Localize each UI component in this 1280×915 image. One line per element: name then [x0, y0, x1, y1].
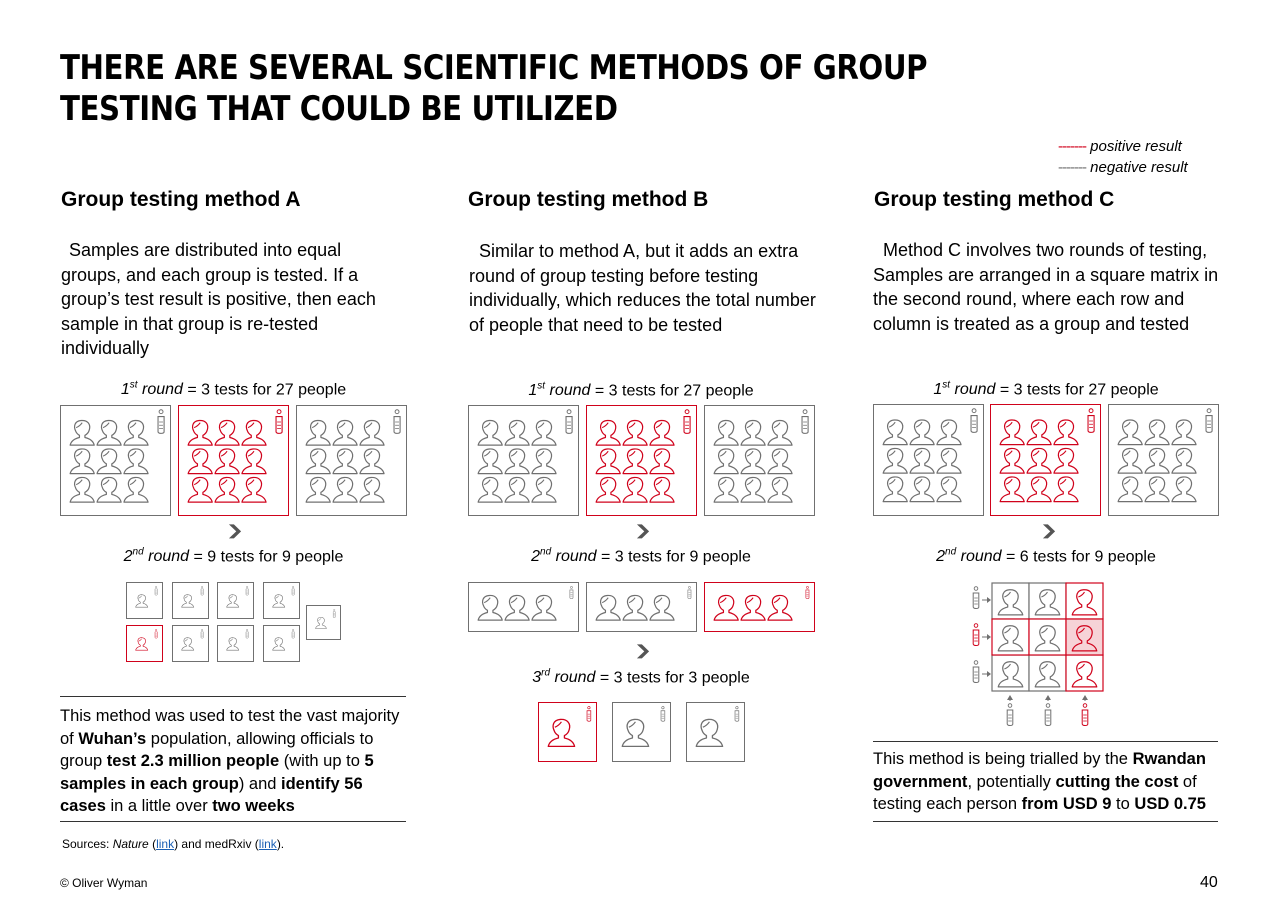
subgroup-box-positive	[704, 582, 815, 632]
person-icon	[910, 420, 934, 445]
person-icon	[97, 420, 121, 445]
person-icon	[532, 595, 556, 620]
person-icon	[650, 420, 674, 445]
round-word: round	[142, 381, 183, 399]
person-icon	[623, 449, 647, 474]
round-ordinal-suffix: nd	[540, 547, 552, 558]
test-tube-icon	[566, 410, 572, 434]
chevron-down-icon: ❯	[633, 642, 653, 658]
person-icon	[1027, 420, 1051, 445]
people-icons	[587, 583, 696, 631]
person-icon	[333, 449, 357, 474]
column-tube-icon	[1082, 704, 1088, 726]
person-icon	[1172, 477, 1196, 502]
test-tube-icon	[292, 586, 294, 595]
people-icons	[469, 406, 578, 515]
person-icon	[333, 420, 357, 445]
method-a-description: Samples are distributed into equal groups, and each group is tested. If a group’s test result is positive, then each sample in that group is re-tested individually	[61, 240, 376, 358]
round-tests-text: = 3 tests for 27 people	[995, 381, 1159, 399]
people-icons	[705, 406, 814, 515]
people-icons	[705, 583, 814, 631]
column-tube-icon	[1007, 704, 1013, 726]
person-icon	[242, 477, 266, 502]
test-tube-icon	[333, 609, 335, 617]
individual-box-negative	[217, 625, 254, 662]
people-icons	[127, 583, 162, 618]
method-b-description: Similar to method A, but it adds an extra round of group testing before testing individually, which reduces the total number of people that need to be tested	[469, 241, 816, 335]
test-tube-icon	[802, 410, 808, 434]
person-icon	[768, 420, 792, 445]
note-bold: cutting the cost	[1055, 772, 1179, 791]
person-icon	[1027, 477, 1051, 502]
person-icon	[741, 449, 765, 474]
method-c-round2-label	[873, 547, 1219, 566]
person-icon	[937, 420, 961, 445]
person-icon	[273, 595, 285, 608]
row-tube-icon	[973, 587, 979, 609]
test-tube-icon	[735, 706, 739, 721]
test-tube-icon	[246, 586, 248, 595]
person-icon	[306, 420, 330, 445]
test-tube-icon	[246, 629, 248, 638]
person-icon	[1000, 448, 1024, 473]
person-icon	[768, 449, 792, 474]
people-icons	[173, 583, 208, 618]
person-icon	[937, 448, 961, 473]
round-tests-text: = 3 tests for 9 people	[596, 548, 751, 566]
person-icon	[227, 638, 239, 651]
person-icon	[316, 617, 327, 628]
note-bold: from USD 9	[1021, 795, 1112, 813]
person-icon	[596, 595, 620, 620]
chevron-down-icon: ❯	[633, 522, 653, 538]
person-icon	[1145, 448, 1169, 473]
note-bold: identify 56 cases	[60, 774, 363, 815]
person-icon	[768, 595, 792, 620]
method-c-description: Method C involves two rounds of testing, Samples are arranged in a square matrix in the second round, where each row and column is treated as a group and tested	[873, 240, 1219, 334]
test-tube-icon	[155, 629, 157, 638]
person-icon	[306, 477, 330, 502]
person-icon	[215, 477, 239, 502]
person-icon	[650, 477, 674, 502]
individual-box-negative	[217, 582, 254, 619]
method-c-note	[873, 741, 1218, 822]
individual-box-negative	[263, 625, 300, 662]
test-tube-icon	[155, 586, 157, 595]
person-icon	[136, 638, 148, 651]
method-b-round3-label	[468, 668, 814, 687]
test-tube-icon	[1206, 409, 1212, 433]
person-icon	[188, 477, 212, 502]
note-bold: USD 0.75	[1134, 795, 1206, 813]
note-bold: 5 samples in each group	[60, 752, 374, 793]
person-icon	[937, 477, 961, 502]
note-text: in a little over	[105, 797, 213, 815]
person-icon	[478, 449, 502, 474]
round-ordinal-suffix: rd	[541, 668, 551, 679]
row-tube-icon	[973, 661, 979, 683]
person-icon	[188, 449, 212, 474]
legend-positive-label: positive result	[1090, 138, 1182, 155]
individual-box-negative	[612, 702, 671, 762]
people-icons	[297, 406, 406, 515]
round-ordinal: 1	[528, 382, 538, 400]
person-icon	[136, 595, 148, 608]
round-ordinal-suffix: nd	[132, 547, 144, 558]
person-icon	[1000, 477, 1024, 502]
person-icon	[1054, 420, 1078, 445]
round-ordinal-suffix: st	[537, 381, 546, 392]
note-text: This method is being trialled by the	[873, 750, 1133, 768]
person-icon	[478, 420, 502, 445]
person-icon	[650, 595, 674, 620]
round-word: round	[555, 548, 597, 566]
people-icons	[687, 703, 744, 761]
person-icon	[1172, 448, 1196, 473]
person-icon	[124, 477, 148, 502]
note-bold: test 2.3 million people	[106, 752, 280, 770]
person-icon	[883, 477, 907, 502]
individual-box-negative	[686, 702, 745, 762]
round-word: round	[554, 669, 596, 687]
chevron-down-icon: ❯	[225, 522, 245, 538]
method-c-title: Group testing method C	[874, 188, 1115, 211]
person-icon	[596, 449, 620, 474]
person-icon	[182, 595, 194, 608]
people-icons	[613, 703, 670, 761]
sources-text: ).	[276, 837, 285, 851]
round-tests-text: = 3 tests for 27 people	[182, 381, 347, 399]
method-a-round2-label	[61, 547, 406, 566]
person-icon	[182, 638, 194, 651]
person-icon	[714, 420, 738, 445]
round-tests-text: = 3 tests for 3 people	[595, 669, 750, 687]
round-ordinal-suffix: st	[942, 380, 951, 391]
person-icon	[124, 449, 148, 474]
person-icon	[227, 595, 239, 608]
round-word: round	[148, 548, 190, 566]
round-tests-text: = 9 tests for 9 people	[189, 548, 344, 566]
person-icon	[1172, 420, 1196, 445]
person-icon	[273, 638, 285, 651]
test-tube-icon	[292, 629, 294, 638]
test-tube-icon	[1088, 409, 1094, 433]
matrix-grid	[968, 580, 1113, 730]
test-tube-icon	[806, 586, 809, 598]
copyright: © Oliver Wyman	[60, 876, 148, 890]
person-icon	[360, 420, 384, 445]
group-box-negative	[60, 405, 171, 516]
sources	[62, 837, 284, 851]
sources-text: (	[148, 837, 157, 851]
person-icon	[242, 449, 266, 474]
person-icon	[333, 477, 357, 502]
people-icons	[264, 626, 299, 661]
test-tube-icon	[394, 410, 400, 434]
person-icon	[505, 420, 529, 445]
group-box-positive	[990, 404, 1101, 516]
note-bold: two weeks	[212, 797, 295, 815]
person-icon	[910, 477, 934, 502]
note-text: , potentially	[967, 772, 1056, 791]
person-icon	[623, 477, 647, 502]
person-icon	[124, 420, 148, 445]
people-icons	[61, 406, 170, 515]
test-tube-icon	[688, 586, 691, 598]
individual-box-positive	[126, 625, 163, 662]
person-icon	[360, 449, 384, 474]
person-icon	[532, 449, 556, 474]
individual-box-negative	[126, 582, 163, 619]
test-tube-icon	[684, 410, 690, 434]
group-box-negative	[1108, 404, 1219, 516]
person-icon	[70, 420, 94, 445]
note-text: (with up to	[279, 752, 365, 770]
person-icon	[910, 448, 934, 473]
person-icon	[1054, 477, 1078, 502]
people-icons	[264, 583, 299, 618]
chevron-down-icon: ❯	[1039, 522, 1059, 538]
round-word: round	[549, 382, 591, 400]
note-bold: Rwandan government	[873, 750, 1206, 791]
page-number: 40	[1200, 874, 1218, 891]
method-b-title: Group testing method B	[468, 188, 709, 211]
person-icon	[1118, 420, 1142, 445]
group-box-negative	[873, 404, 984, 516]
person-icon	[1145, 477, 1169, 502]
test-tube-icon	[570, 586, 573, 598]
person-icon	[70, 477, 94, 502]
person-icon	[741, 477, 765, 502]
note-text: of testing each person	[873, 772, 1197, 813]
person-icon	[596, 420, 620, 445]
method-a-note	[60, 696, 406, 822]
note-text: population, allowing officials to group	[60, 729, 374, 770]
person-icon	[714, 449, 738, 474]
round-ordinal: 2	[123, 548, 133, 566]
person-icon	[622, 719, 648, 746]
sources-text: ) and medRxiv (	[174, 837, 259, 851]
person-icon	[696, 719, 722, 746]
method-b-round1-label	[468, 381, 814, 400]
person-icon	[478, 595, 502, 620]
person-icon	[505, 595, 529, 620]
round-ordinal: 2	[531, 548, 541, 566]
person-icon	[188, 420, 212, 445]
person-icon	[97, 449, 121, 474]
person-icon	[215, 420, 239, 445]
round-ordinal: 1	[120, 381, 130, 399]
people-icons	[469, 583, 578, 631]
legend-negative-label: negative result	[1090, 159, 1188, 176]
round-tests-text: = 6 tests for 9 people	[1001, 548, 1156, 566]
test-tube-icon	[201, 586, 203, 595]
person-icon	[883, 420, 907, 445]
row-tube-icon	[973, 624, 979, 646]
test-tube-icon	[971, 409, 977, 433]
page-title: THERE ARE SEVERAL SCIENTIFIC METHODS OF GROUP TESTING THAT COULD BE UTILIZED	[60, 48, 928, 129]
legend-negative-dash: -------	[1058, 159, 1086, 176]
individual-box-negative	[306, 605, 341, 640]
test-tube-icon	[158, 410, 164, 434]
round-tests-text: = 3 tests for 27 people	[590, 382, 754, 400]
person-icon	[532, 420, 556, 445]
method-b-round2-label	[468, 547, 814, 566]
subgroup-box-negative	[586, 582, 697, 632]
person-icon	[883, 448, 907, 473]
round-ordinal: 2	[936, 548, 946, 566]
individual-box-positive	[538, 702, 597, 762]
nature-link[interactable]: link	[156, 837, 175, 851]
person-icon	[741, 595, 765, 620]
legend-negative	[1058, 159, 1188, 176]
note-text: This method was used to test the vast majority of	[60, 707, 400, 748]
test-tube-icon	[587, 706, 591, 721]
person-icon	[97, 477, 121, 502]
people-icons	[539, 703, 596, 761]
sources-prefix: Sources:	[62, 837, 113, 851]
person-icon	[596, 477, 620, 502]
column-tube-icon	[1045, 704, 1051, 726]
people-icons	[307, 606, 340, 639]
note-text: to	[1111, 795, 1135, 813]
note-text: ) and	[238, 774, 282, 793]
method-a-round1-label	[61, 380, 406, 399]
person-icon	[215, 449, 239, 474]
round-ordinal-suffix: nd	[945, 547, 957, 558]
note-bold: Wuhan’s	[78, 729, 147, 748]
person-icon	[741, 420, 765, 445]
test-tube-icon	[201, 629, 203, 638]
people-icons	[991, 405, 1100, 515]
individual-box-negative	[263, 582, 300, 619]
test-tube-icon	[276, 410, 282, 434]
person-icon	[768, 477, 792, 502]
person-icon	[532, 477, 556, 502]
sources-nature: Nature	[112, 837, 149, 851]
person-icon	[714, 477, 738, 502]
group-box-positive	[178, 405, 289, 516]
group-box-negative	[468, 405, 579, 516]
person-icon	[623, 595, 647, 620]
person-icon	[714, 595, 738, 620]
legend-positive	[1058, 138, 1182, 155]
people-icons	[173, 626, 208, 661]
person-icon	[360, 477, 384, 502]
person-icon	[650, 449, 674, 474]
group-box-negative	[296, 405, 407, 516]
round-ordinal: 3	[532, 669, 542, 687]
people-icons	[218, 626, 253, 661]
person-icon	[1027, 448, 1051, 473]
individual-box-negative	[172, 582, 209, 619]
medrxiv-link[interactable]: link	[258, 837, 277, 851]
method-a-title: Group testing method A	[61, 188, 301, 211]
round-word: round	[960, 548, 1002, 566]
method-c-round1-label	[873, 380, 1219, 399]
people-icons	[1109, 405, 1218, 515]
person-icon	[242, 420, 266, 445]
person-icon	[1118, 448, 1142, 473]
person-icon	[623, 420, 647, 445]
people-icons	[127, 626, 162, 661]
person-icon	[1054, 448, 1078, 473]
round-ordinal-suffix: st	[129, 380, 138, 391]
person-icon	[70, 449, 94, 474]
legend-positive-dash: -------	[1058, 138, 1086, 155]
people-icons	[587, 406, 696, 515]
person-icon	[1000, 420, 1024, 445]
person-icon	[1145, 420, 1169, 445]
individual-box-negative	[172, 625, 209, 662]
person-icon	[548, 719, 574, 746]
person-icon	[1118, 477, 1142, 502]
round-word: round	[954, 381, 996, 399]
people-icons	[218, 583, 253, 618]
person-icon	[505, 477, 529, 502]
round-ordinal: 1	[933, 381, 943, 399]
group-box-positive	[586, 405, 697, 516]
people-icons	[179, 406, 288, 515]
group-box-negative	[704, 405, 815, 516]
test-tube-icon	[661, 706, 665, 721]
subgroup-box-negative	[468, 582, 579, 632]
people-icons	[874, 405, 983, 515]
person-icon	[478, 477, 502, 502]
person-icon	[306, 449, 330, 474]
person-icon	[505, 449, 529, 474]
